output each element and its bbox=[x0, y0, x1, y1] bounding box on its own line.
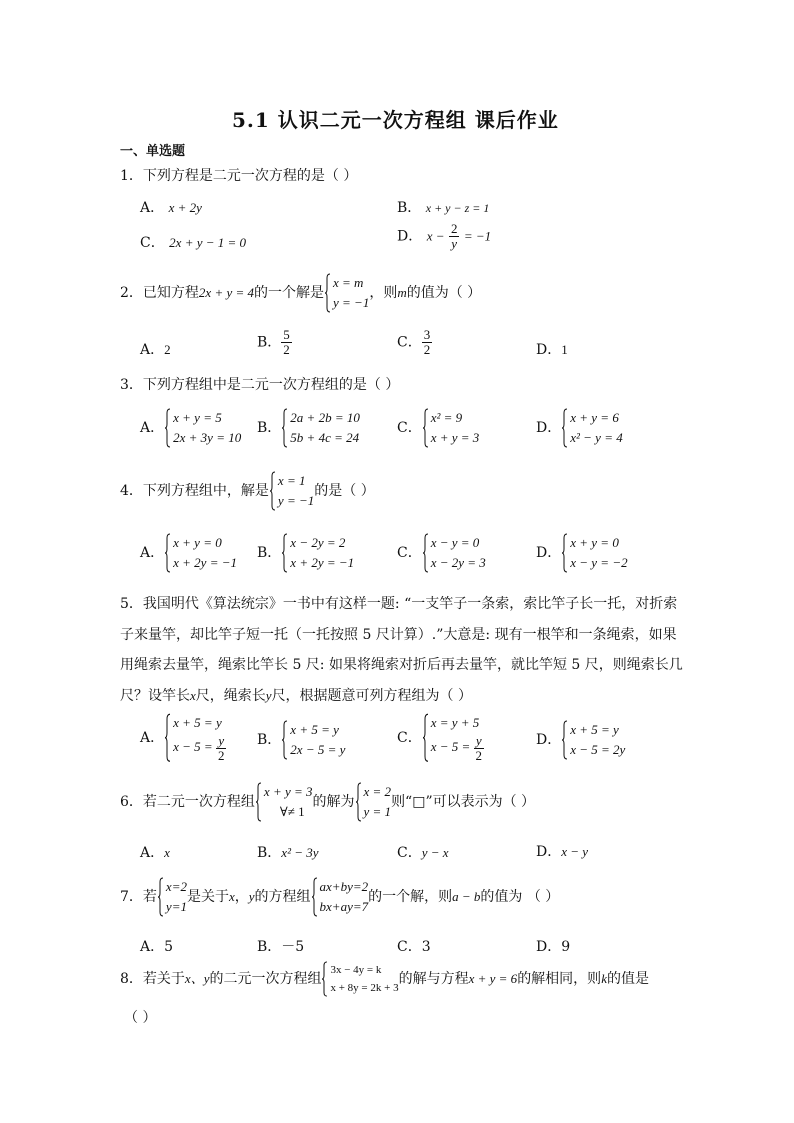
option-label: B． bbox=[257, 732, 282, 748]
brace-icon bbox=[561, 533, 568, 573]
system-row: x² − y = 4 bbox=[570, 430, 623, 445]
brace-icon bbox=[422, 713, 429, 763]
system-row: x² = 9 bbox=[430, 410, 463, 425]
equation-system bbox=[164, 533, 237, 573]
brace-icon bbox=[281, 720, 288, 760]
q5-option-c bbox=[397, 713, 484, 763]
question-5-line-3: 用绳索去量竿，绳索比竿长 5 尺: 如果将绳索对折后再去量竿，就比竿短 5 尺，则绳索长几 bbox=[120, 657, 683, 673]
q1-option-c bbox=[140, 232, 246, 252]
q6-option-d bbox=[536, 841, 588, 861]
option-expression: 5 bbox=[164, 939, 174, 955]
equation-system bbox=[164, 713, 226, 763]
system-row: y = −1 bbox=[333, 295, 370, 310]
question-7-stem bbox=[120, 877, 559, 917]
q3-option-b bbox=[257, 408, 360, 448]
system-row: x − 5 = 2y bbox=[570, 742, 626, 757]
equation-system bbox=[281, 720, 345, 760]
q6-option-a bbox=[140, 842, 170, 862]
option-expression: x² − 3y bbox=[281, 845, 319, 860]
stem-text: 尺，根据题意可列方程组为（ ） bbox=[271, 688, 473, 704]
numerator: 3 bbox=[423, 327, 431, 342]
equation-system bbox=[311, 877, 369, 917]
q5-option-a bbox=[140, 713, 226, 763]
fraction bbox=[422, 328, 433, 357]
option-label: A． bbox=[140, 420, 165, 436]
system-row: x + y = 3 bbox=[263, 784, 313, 799]
brace-icon bbox=[321, 961, 328, 997]
q1-option-d bbox=[397, 222, 491, 251]
q4-option-b bbox=[257, 533, 354, 573]
system-row: y=1 bbox=[165, 899, 187, 914]
variable: y bbox=[265, 688, 272, 703]
brace-icon bbox=[164, 408, 171, 448]
option-label: D． bbox=[536, 732, 562, 748]
option-label: C． bbox=[397, 334, 422, 351]
expression: a − b bbox=[452, 889, 481, 904]
option-label: A． bbox=[140, 939, 165, 955]
expression: x − 5 = bbox=[430, 739, 471, 754]
brace-icon bbox=[281, 533, 288, 573]
option-label: B． bbox=[257, 545, 282, 561]
brace-icon bbox=[561, 408, 568, 448]
system-row: x + 5 = y bbox=[290, 722, 339, 737]
stem-text: 的二元一次方程组 bbox=[209, 971, 322, 987]
question-4-stem bbox=[120, 471, 375, 511]
variable: y bbox=[248, 889, 255, 904]
system-row: y = 1 bbox=[363, 804, 392, 819]
option-label: A． bbox=[140, 200, 165, 216]
option-label: B． bbox=[257, 420, 282, 436]
denominator: 2 bbox=[475, 747, 483, 763]
system-row: x + y = 3 bbox=[430, 430, 480, 445]
stem-text: ，则 bbox=[369, 285, 398, 301]
numerator: 5 bbox=[283, 327, 290, 342]
system-row: x − 2y = 2 bbox=[290, 535, 346, 550]
option-expression: x bbox=[164, 845, 170, 860]
system-row: x + y = 6 bbox=[570, 410, 619, 425]
option-label: A． bbox=[140, 342, 165, 358]
stem-text: 的一个解是 bbox=[254, 285, 325, 301]
fraction bbox=[281, 328, 292, 357]
system-row: x = 1 bbox=[277, 473, 306, 488]
stem-text: 7．若 bbox=[120, 889, 157, 905]
q4-option-c bbox=[397, 533, 486, 573]
stem-text: 8．若关于 bbox=[120, 971, 185, 987]
stem-text: 的解相同，则 bbox=[517, 971, 602, 987]
system-row: ∀≠ 1 bbox=[279, 804, 305, 819]
stem-text: 的解为 bbox=[312, 794, 355, 810]
expression: x − 5 = bbox=[173, 739, 213, 754]
stem-text: 的值是 bbox=[606, 971, 649, 987]
system-row: x − 2y = 3 bbox=[430, 555, 486, 570]
q1-option-b bbox=[397, 197, 489, 217]
numerator: y bbox=[474, 734, 485, 749]
q4-option-a bbox=[140, 533, 237, 573]
stem-text: 是关于 bbox=[186, 889, 229, 905]
system-row: x = y + 5 bbox=[430, 715, 480, 730]
page-title: 5.1 认识二元一次方程组 课后作业 bbox=[232, 108, 559, 132]
option-expression: 9 bbox=[561, 939, 571, 955]
option-expression: x + y − z = 1 bbox=[425, 201, 490, 215]
equation-system bbox=[324, 273, 369, 313]
system-row: x + 8y = 2k + 3 bbox=[330, 982, 399, 994]
stem-text: 6．若二元一次方程组 bbox=[120, 794, 255, 810]
option-label: A． bbox=[140, 729, 165, 746]
equation-system bbox=[281, 408, 360, 448]
brace-icon bbox=[281, 408, 288, 448]
system-row: x=2 bbox=[165, 879, 187, 894]
denominator: 2 bbox=[423, 342, 431, 357]
option-label: B． bbox=[257, 334, 282, 351]
stem-text: 的值为 （ ） bbox=[480, 889, 560, 905]
q2-option-d bbox=[536, 339, 568, 359]
system-row: 2x − 5 = y bbox=[290, 742, 346, 757]
equation: x + y = 6 bbox=[468, 971, 518, 986]
system-row: ax+by=2 bbox=[319, 879, 369, 894]
stem-text: 的方程组 bbox=[254, 889, 311, 905]
q7-option-a bbox=[140, 936, 173, 956]
option-expression: 3 bbox=[421, 939, 431, 955]
option-expression: 1 bbox=[561, 342, 568, 357]
question-8-stem bbox=[120, 961, 649, 997]
system-row: x = 2 bbox=[363, 784, 392, 799]
denominator: 2 bbox=[217, 747, 225, 763]
stem-text: 尺？设竿长 bbox=[120, 688, 190, 704]
brace-icon bbox=[561, 720, 568, 760]
system-row: x + y = 0 bbox=[570, 535, 619, 550]
brace-icon bbox=[311, 877, 318, 917]
system-row: x + 2y = −1 bbox=[290, 555, 355, 570]
variable: m bbox=[397, 285, 407, 300]
q4-option-d bbox=[536, 533, 628, 573]
variable: k bbox=[601, 971, 607, 986]
denominator: y bbox=[451, 236, 458, 251]
system-row bbox=[431, 733, 484, 763]
equation: 2x + y = 4 bbox=[198, 285, 255, 300]
option-label: B． bbox=[257, 845, 282, 861]
q5-option-d bbox=[536, 720, 625, 760]
option-label: C． bbox=[397, 939, 422, 955]
system-row: x + 5 = y bbox=[173, 715, 222, 730]
system-row: 2x + 3y = 10 bbox=[173, 430, 242, 445]
stem-text: 的是（ ） bbox=[314, 483, 375, 499]
fraction bbox=[474, 734, 485, 763]
stem-text: 2．已知方程 bbox=[120, 285, 199, 301]
stem-text: 的值为（ ） bbox=[406, 285, 482, 301]
equation-system bbox=[321, 961, 398, 997]
option-label: B． bbox=[397, 200, 422, 216]
stem-text: ， bbox=[234, 889, 249, 905]
brace-icon bbox=[355, 782, 362, 822]
q7-option-d bbox=[536, 936, 570, 956]
system-row: x = m bbox=[333, 275, 364, 290]
question-2-stem bbox=[120, 273, 481, 313]
q3-option-c bbox=[397, 408, 479, 448]
option-label: C． bbox=[397, 420, 422, 436]
option-label: D． bbox=[536, 844, 562, 860]
question-8-answer-blank: （ ） bbox=[124, 1010, 157, 1026]
numerator: y bbox=[216, 734, 227, 749]
option-expression: x − y bbox=[561, 844, 589, 859]
question-1-stem: 1．下列方程是二元一次方程的是（ ） bbox=[120, 168, 358, 184]
option-label: D． bbox=[536, 545, 562, 561]
equation-system bbox=[269, 471, 314, 511]
stem-text: 的解与方程 bbox=[398, 971, 469, 987]
equation-system bbox=[422, 533, 486, 573]
option-expression: 2 bbox=[164, 342, 171, 357]
system-row bbox=[173, 733, 226, 763]
q6-option-b bbox=[257, 842, 319, 862]
system-row: x − y = −2 bbox=[570, 555, 628, 570]
denominator: 2 bbox=[283, 342, 290, 357]
brace-icon bbox=[164, 713, 171, 763]
equation-system bbox=[164, 408, 241, 448]
equation-system bbox=[157, 877, 187, 917]
variable: x bbox=[190, 688, 196, 703]
system-row: x − y = 0 bbox=[430, 535, 480, 550]
q5-option-b bbox=[257, 720, 345, 760]
brace-icon bbox=[164, 533, 171, 573]
equation-system bbox=[281, 533, 354, 573]
equation-system bbox=[255, 782, 313, 822]
option-label: C． bbox=[397, 545, 422, 561]
fraction bbox=[216, 734, 227, 763]
stem-text: 的一个解，则 bbox=[368, 889, 453, 905]
brace-icon bbox=[157, 877, 164, 917]
q3-option-d bbox=[536, 408, 623, 448]
system-row: 5b + 4c = 24 bbox=[290, 430, 360, 445]
equation-system bbox=[561, 533, 627, 573]
q6-option-c bbox=[397, 842, 449, 862]
system-row: x + y = 5 bbox=[173, 410, 222, 425]
option-label: D． bbox=[397, 228, 423, 245]
brace-icon bbox=[269, 471, 276, 511]
option-label: A． bbox=[140, 845, 165, 861]
system-row: bx+ay=7 bbox=[319, 899, 369, 914]
system-row: x + 2y = −1 bbox=[173, 555, 237, 570]
question-5-line-2: 子来量竿，却比竿子短一托（一托按照 5 尺计算）.”大意是: 现有一根竿和一条绳索，如果 bbox=[120, 627, 677, 643]
option-label: D． bbox=[536, 342, 562, 358]
variable: x、y bbox=[184, 971, 210, 986]
system-row: 2a + 2b = 10 bbox=[290, 410, 360, 425]
equation-system bbox=[561, 720, 625, 760]
q2-option-a bbox=[140, 339, 171, 359]
option-expression: －5 bbox=[281, 939, 305, 955]
brace-icon bbox=[255, 782, 262, 822]
system-row: x + 5 = y bbox=[570, 722, 619, 737]
q7-option-c bbox=[397, 936, 431, 956]
q2-option-b bbox=[257, 328, 292, 357]
option-label: B． bbox=[257, 939, 282, 955]
question-5-line-1: 5．我国明代《算法统宗》一书中有这样一题: “一支竿子一条索，索比竿子长一托，对折索 bbox=[120, 596, 678, 612]
option-expression: x + 2y bbox=[168, 200, 202, 215]
equation-system bbox=[422, 713, 484, 763]
variable: x bbox=[228, 889, 235, 904]
option-label: D． bbox=[536, 420, 562, 436]
stem-text: 4．下列方程组中，解是 bbox=[120, 483, 269, 499]
option-label: D． bbox=[536, 939, 562, 955]
option-expression: y − x bbox=[421, 845, 449, 860]
brace-icon bbox=[422, 408, 429, 448]
brace-icon bbox=[422, 533, 429, 573]
stem-text: 尺，绳索长 bbox=[195, 688, 266, 704]
q7-option-b bbox=[257, 936, 304, 956]
q2-option-c bbox=[397, 328, 432, 357]
brace-icon bbox=[324, 273, 331, 313]
question-3-stem: 3．下列方程组中是二元一次方程组的是（ ） bbox=[120, 377, 400, 393]
fraction bbox=[449, 222, 460, 251]
system-row: 3x − 4y = k bbox=[330, 964, 382, 976]
system-row: x + y = 0 bbox=[173, 535, 222, 550]
option-label: C． bbox=[397, 845, 422, 861]
equation-system bbox=[422, 408, 480, 448]
option-expression: = −1 bbox=[463, 228, 492, 244]
question-6-stem bbox=[120, 782, 535, 822]
stem-text: 则“□”可以表示为（ ） bbox=[391, 794, 536, 810]
equation-system bbox=[355, 782, 392, 822]
option-label: C． bbox=[140, 235, 165, 251]
option-expression: x − bbox=[426, 228, 445, 244]
system-row: y = −1 bbox=[277, 493, 315, 508]
q3-option-a bbox=[140, 408, 241, 448]
question-5-line-4 bbox=[120, 685, 472, 705]
section-heading: 一、单选题 bbox=[120, 144, 186, 159]
option-label: A． bbox=[140, 545, 165, 561]
option-label: C． bbox=[397, 729, 422, 746]
numerator: 2 bbox=[450, 221, 458, 236]
q1-option-a bbox=[140, 197, 202, 217]
equation-system bbox=[561, 408, 622, 448]
option-expression: 2x + y − 1 = 0 bbox=[169, 235, 247, 250]
